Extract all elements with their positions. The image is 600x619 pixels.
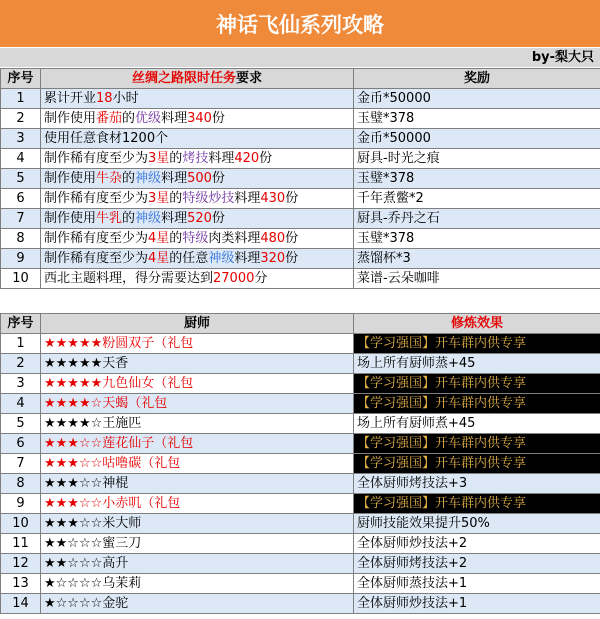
chef-name-cell: ★★★★☆天蝎（礼包: [41, 394, 354, 414]
requirement-text: 料理: [234, 191, 261, 206]
chef-effect-cell: 【学习强国】开车群内供专享: [354, 374, 600, 394]
quest-reward-cell: 金币*50000: [354, 129, 600, 149]
requirement-text: 使用任意食材1200个: [44, 131, 169, 146]
chef-effect-cell: 【学习强国】开车群内供专享: [354, 434, 600, 454]
table-row: [1, 374, 600, 394]
requirement-text: 神级: [208, 251, 235, 266]
requirement-text: 的: [169, 151, 183, 166]
requirement-text: 烤技: [182, 151, 209, 166]
requirement-text: 特级: [182, 191, 209, 206]
chef-no-cell: 5: [1, 414, 41, 434]
chef-name-cell: ★★★☆☆米大师: [41, 514, 354, 534]
requirement-text: 特级: [182, 231, 209, 246]
requirement-text: 料理: [208, 151, 235, 166]
chef-effect-cell: 【学习强国】开车群内供专享: [354, 454, 600, 474]
table-row: [1, 334, 600, 354]
requirement-text: 的: [122, 111, 136, 126]
chef-name-cell: ★★★★☆王施匹: [41, 414, 354, 434]
requirement-text: 340: [187, 111, 212, 126]
chef-table: [0, 313, 600, 614]
requirement-text: 制作稀有度至少为: [44, 191, 149, 206]
quest-requirement-cell: [41, 269, 354, 289]
requirement-text: 料理: [161, 171, 188, 186]
requirement-text: 份: [259, 151, 273, 166]
requirement-text: 优级: [135, 111, 162, 126]
table-row: [1, 494, 600, 514]
requirement-text: 份: [285, 191, 299, 206]
chef-no-cell: 11: [1, 534, 41, 554]
quest-no-cell: 2: [1, 109, 41, 129]
quest-header-reward: 奖励: [354, 69, 600, 89]
chef-name-cell: ★★☆☆☆高升: [41, 554, 354, 574]
chef-no-cell: 3: [1, 374, 41, 394]
quest-reward-cell: 厨具-时光之痕: [354, 149, 600, 169]
quest-reward-cell: 菜谱-云朵咖啡: [354, 269, 600, 289]
chef-effect-cell: 场上所有厨师蒸+45: [354, 354, 600, 374]
requirement-text: 420: [234, 151, 260, 166]
table-row: [1, 149, 600, 169]
requirement-text: 制作使用: [44, 211, 97, 226]
requirement-text: 的: [169, 231, 183, 246]
quest-reward-cell: 玉璧*378: [354, 229, 600, 249]
requirement-text: 料理: [161, 111, 188, 126]
chef-effect-cell: 场上所有厨师煮+45: [354, 414, 600, 434]
requirement-text: 制作使用: [44, 111, 97, 126]
table-row: [1, 109, 600, 129]
requirement-text: 番茄: [96, 111, 123, 126]
quest-header-req-prefix: 丝绸之路限时任务: [131, 71, 236, 86]
chef-no-cell: 14: [1, 594, 41, 614]
quest-reward-cell: 金币*50000: [354, 89, 600, 109]
chef-name-cell: ★★★☆☆莲花仙子（礼包: [41, 434, 354, 454]
table-row: [1, 594, 600, 614]
quest-no-cell: 8: [1, 229, 41, 249]
quest-reward-cell: 千年煮鳖*2: [354, 189, 600, 209]
requirement-text: 炒技: [208, 191, 235, 206]
quest-requirement-cell: [41, 149, 354, 169]
table-row: [1, 129, 600, 149]
requirement-text: 制作稀有度至少为: [44, 151, 149, 166]
chef-name-cell: ★★★☆☆咕噜碳（礼包: [41, 454, 354, 474]
requirement-text: 料理: [234, 251, 261, 266]
requirement-text: 小时: [112, 91, 139, 106]
requirement-text: 4星: [148, 251, 170, 266]
chef-no-cell: 7: [1, 454, 41, 474]
chef-no-cell: 12: [1, 554, 41, 574]
requirement-text: 神级: [135, 211, 162, 226]
requirement-text: 500: [187, 171, 212, 186]
requirement-text: 的: [122, 171, 136, 186]
chef-name-cell: ★★★☆☆神棍: [41, 474, 354, 494]
requirement-text: 520: [187, 211, 212, 226]
chef-no-cell: 4: [1, 394, 41, 414]
quest-no-cell: 1: [1, 89, 41, 109]
quest-header-req-suffix: 要求: [236, 71, 263, 86]
chef-name-cell: ★★★★★粉圆双子（礼包: [41, 334, 354, 354]
requirement-text: 320: [260, 251, 286, 266]
requirement-text: 3星: [148, 151, 170, 166]
chef-no-cell: 2: [1, 354, 41, 374]
table-row: [1, 169, 600, 189]
table-row: [1, 454, 600, 474]
chef-effect-cell: 全体厨师烤技法+3: [354, 474, 600, 494]
quest-no-cell: 6: [1, 189, 41, 209]
chef-header-effect-label: 修炼效果: [450, 316, 503, 331]
table-row: [1, 554, 600, 574]
table-row: [1, 249, 600, 269]
quest-reward-cell: 厨具-乔丹之石: [354, 209, 600, 229]
table-row: [1, 534, 600, 554]
quest-requirement-cell: [41, 249, 354, 269]
chef-header-no: 序号: [1, 314, 41, 334]
table-row: [1, 269, 600, 289]
chef-header-effect: [354, 314, 600, 334]
author-label: by-梨大只: [0, 48, 600, 67]
chef-name-cell: ★★☆☆☆蜜三刀: [41, 534, 354, 554]
chef-no-cell: 1: [1, 334, 41, 354]
chef-effect-cell: 【学习强国】开车群内供专享: [354, 394, 600, 414]
requirement-text: 份: [211, 111, 225, 126]
requirement-text: 西北主题料理，得分需要达到: [44, 271, 214, 286]
requirement-text: 4星: [148, 231, 170, 246]
requirement-text: 份: [211, 211, 225, 226]
table-row: [1, 394, 600, 414]
requirement-text: 分: [254, 271, 268, 286]
quest-no-cell: 4: [1, 149, 41, 169]
table-row: [1, 189, 600, 209]
chef-effect-cell: 【学习强国】开车群内供专享: [354, 494, 600, 514]
chef-header-chef: 厨师: [41, 314, 354, 334]
requirement-text: 的: [122, 211, 136, 226]
requirement-text: 累计开业: [44, 91, 97, 106]
chef-no-cell: 13: [1, 574, 41, 594]
table-row: [1, 89, 600, 109]
chef-no-cell: 8: [1, 474, 41, 494]
quest-header-requirement: [41, 69, 354, 89]
chef-no-cell: 9: [1, 494, 41, 514]
requirement-text: 牛杂: [96, 171, 123, 186]
quest-no-cell: 5: [1, 169, 41, 189]
quest-no-cell: 9: [1, 249, 41, 269]
quest-requirement-cell: [41, 209, 354, 229]
quest-requirement-cell: [41, 189, 354, 209]
quest-requirement-cell: [41, 169, 354, 189]
chef-name-cell: ★★★★★天香: [41, 354, 354, 374]
requirement-text: 27000: [213, 271, 255, 286]
table-row: [1, 474, 600, 494]
table-row: [1, 209, 600, 229]
table-row: [1, 229, 600, 249]
requirement-text: 3星: [148, 191, 170, 206]
requirement-text: 份: [285, 231, 299, 246]
requirement-text: 480: [260, 231, 286, 246]
quest-no-cell: 10: [1, 269, 41, 289]
requirement-text: 制作稀有度至少为: [44, 251, 149, 266]
chef-effect-cell: 厨师技能效果提升50%: [354, 514, 600, 534]
quest-requirement-cell: [41, 89, 354, 109]
chef-no-cell: 10: [1, 514, 41, 534]
quest-table: [0, 68, 600, 289]
requirement-text: 料理: [161, 211, 188, 226]
quest-reward-cell: 玉璧*378: [354, 169, 600, 189]
page-title: 神话飞仙系列攻略: [0, 0, 600, 47]
quest-requirement-cell: [41, 229, 354, 249]
quest-reward-cell: 玉璧*378: [354, 109, 600, 129]
requirement-text: 制作稀有度至少为: [44, 231, 149, 246]
table-row: [1, 434, 600, 454]
requirement-text: 的: [169, 191, 183, 206]
chef-effect-cell: 全体厨师炒技法+2: [354, 534, 600, 554]
chef-effect-cell: 全体厨师蒸技法+1: [354, 574, 600, 594]
requirement-text: 的任意: [169, 251, 209, 266]
quest-reward-cell: 蒸馏杯*3: [354, 249, 600, 269]
chef-name-cell: ★★★☆☆小赤叽（礼包: [41, 494, 354, 514]
table-row: [1, 354, 600, 374]
chef-name-cell: ★★★★★九色仙女（礼包: [41, 374, 354, 394]
table-row: [1, 514, 600, 534]
quest-requirement-cell: [41, 109, 354, 129]
quest-header-no: 序号: [1, 69, 41, 89]
quest-no-cell: 7: [1, 209, 41, 229]
requirement-text: 18: [96, 91, 113, 106]
quest-no-cell: 3: [1, 129, 41, 149]
chef-effect-cell: 全体厨师炒技法+1: [354, 594, 600, 614]
requirement-text: 制作使用: [44, 171, 97, 186]
chef-name-cell: ★☆☆☆☆金驼: [41, 594, 354, 614]
chef-no-cell: 6: [1, 434, 41, 454]
quest-requirement-cell: [41, 129, 354, 149]
requirement-text: 份: [211, 171, 225, 186]
requirement-text: 份: [285, 251, 299, 266]
requirement-text: 肉类料理: [208, 231, 261, 246]
chef-effect-cell: 【学习强国】开车群内供专享: [354, 334, 600, 354]
table-row: [1, 574, 600, 594]
requirement-text: 430: [260, 191, 286, 206]
chef-effect-cell: 全体厨师烤技法+2: [354, 554, 600, 574]
table-row: [1, 414, 600, 434]
requirement-text: 牛乳: [96, 211, 123, 226]
chef-name-cell: ★☆☆☆☆乌茉莉: [41, 574, 354, 594]
requirement-text: 神级: [135, 171, 162, 186]
